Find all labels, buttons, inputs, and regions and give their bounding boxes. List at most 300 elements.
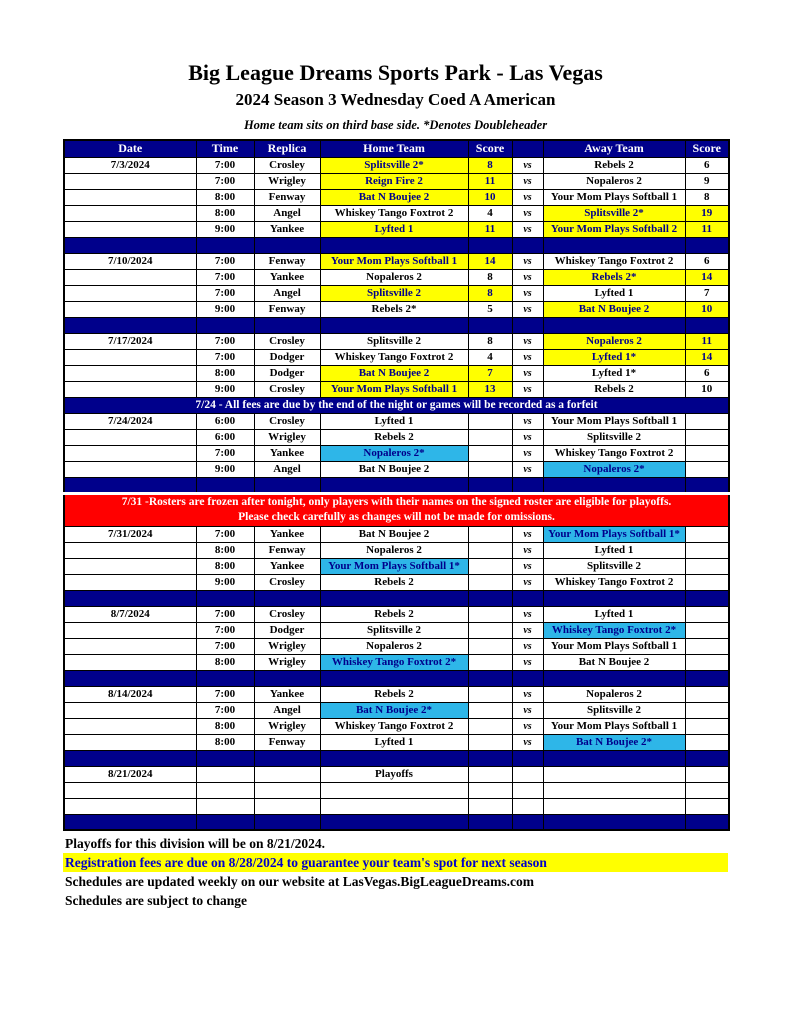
time-cell: 7:00	[196, 526, 254, 542]
playoffs-label-cell: Playoffs	[320, 766, 468, 782]
game-row	[64, 365, 729, 381]
home-score-cell: 11	[468, 221, 512, 237]
vs-cell: vs	[512, 333, 543, 349]
home-team-cell: Splitsville 2	[320, 285, 468, 301]
spacer-row	[64, 814, 729, 830]
spacer-cell	[543, 477, 685, 493]
vs-cell: vs	[512, 461, 543, 477]
game-row	[64, 542, 729, 558]
replica-cell: Yankee	[254, 526, 320, 542]
home-team-cell: Whiskey Tango Foxtrot 2	[320, 718, 468, 734]
roster-freeze-banner-text	[64, 493, 729, 526]
replica-cell: Dodger	[254, 365, 320, 381]
empty-cell	[320, 798, 468, 814]
game-row	[64, 221, 729, 237]
time-cell: 8:00	[196, 189, 254, 205]
spacer-cell	[64, 814, 196, 830]
game-row	[64, 686, 729, 702]
vs-cell: vs	[512, 173, 543, 189]
away-team-cell: Your Mom Plays Softball 2	[543, 221, 685, 237]
home-team-cell: Your Mom Plays Softball 1	[320, 381, 468, 397]
empty-cell	[543, 782, 685, 798]
replica-cell: Fenway	[254, 253, 320, 269]
home-score-cell: 8	[468, 157, 512, 173]
date-cell: 7/31/2024	[64, 526, 196, 542]
away-score-cell	[685, 429, 729, 445]
time-cell: 7:00	[196, 285, 254, 301]
replica-cell: Wrigley	[254, 173, 320, 189]
empty-cell	[685, 782, 729, 798]
date-cell	[64, 574, 196, 590]
time-cell: 7:00	[196, 333, 254, 349]
home-team-cell: Splitsville 2*	[320, 157, 468, 173]
away-team-cell: Whiskey Tango Foxtrot 2	[543, 253, 685, 269]
time-cell: 8:00	[196, 718, 254, 734]
game-row	[64, 157, 729, 173]
replica-cell: Yankee	[254, 558, 320, 574]
vs-cell: vs	[512, 429, 543, 445]
game-row	[64, 461, 729, 477]
spacer-cell	[320, 750, 468, 766]
away-score-cell	[685, 622, 729, 638]
empty-cell	[254, 782, 320, 798]
date-cell: 7/10/2024	[64, 253, 196, 269]
vs-cell: vs	[512, 413, 543, 429]
time-cell: 8:00	[196, 542, 254, 558]
schedule-table	[63, 139, 730, 831]
vs-cell: vs	[512, 189, 543, 205]
home-team-cell: Nopaleros 2	[320, 638, 468, 654]
replica-cell: Fenway	[254, 301, 320, 317]
vs-cell: vs	[512, 445, 543, 461]
game-row	[64, 189, 729, 205]
away-score-cell: 14	[685, 269, 729, 285]
spacer-cell	[468, 814, 512, 830]
away-team-cell: Whiskey Tango Foxtrot 2*	[543, 622, 685, 638]
home-team-cell: Rebels 2	[320, 606, 468, 622]
spacer-row	[64, 317, 729, 333]
date-cell: 8/21/2024	[64, 766, 196, 782]
home-team-cell: Nopaleros 2*	[320, 445, 468, 461]
away-team-cell: Rebels 2*	[543, 269, 685, 285]
home-score-cell: 11	[468, 173, 512, 189]
empty-cell	[468, 782, 512, 798]
date-cell	[64, 381, 196, 397]
roster-freeze-line2: Please check carefully as changes will not be made for omissions.	[238, 511, 555, 523]
away-score-cell	[685, 413, 729, 429]
home-team-cell: Reign Fire 2	[320, 173, 468, 189]
date-cell: 8/7/2024	[64, 606, 196, 622]
home-team-cell: Nopaleros 2	[320, 542, 468, 558]
time-cell: 8:00	[196, 365, 254, 381]
home-team-cell: Bat N Boujee 2	[320, 526, 468, 542]
spacer-cell	[468, 477, 512, 493]
col-header-time: Time	[196, 140, 254, 157]
home-score-cell	[468, 718, 512, 734]
replica-cell: Yankee	[254, 686, 320, 702]
time-cell: 7:00	[196, 445, 254, 461]
date-cell	[64, 365, 196, 381]
away-team-cell: Your Mom Plays Softball 1*	[543, 526, 685, 542]
home-score-cell	[468, 445, 512, 461]
spacer-cell	[685, 670, 729, 686]
game-row	[64, 253, 729, 269]
spacer-cell	[685, 750, 729, 766]
game-row	[64, 622, 729, 638]
spacer-cell	[254, 237, 320, 253]
away-team-cell: Your Mom Plays Softball 1	[543, 638, 685, 654]
vs-cell: vs	[512, 381, 543, 397]
vs-cell	[512, 766, 543, 782]
away-score-cell: 6	[685, 157, 729, 173]
date-cell	[64, 269, 196, 285]
away-score-cell	[685, 558, 729, 574]
replica-cell: Yankee	[254, 221, 320, 237]
col-header-home-score: Score	[468, 140, 512, 157]
spacer-cell	[254, 317, 320, 333]
date-cell	[64, 734, 196, 750]
replica-cell: Wrigley	[254, 718, 320, 734]
empty-cell	[512, 782, 543, 798]
empty-cell	[543, 798, 685, 814]
empty-row	[64, 798, 729, 814]
footer-playoffs-note: Playoffs for this division will be on 8/21/2024.	[65, 836, 326, 851]
away-score-cell	[685, 718, 729, 734]
game-row	[64, 558, 729, 574]
home-score-cell: 4	[468, 349, 512, 365]
away-team-cell: Nopaleros 2	[543, 686, 685, 702]
away-team-cell: Splitsville 2*	[543, 205, 685, 221]
away-score-cell: 7	[685, 285, 729, 301]
home-team-cell: Splitsville 2	[320, 333, 468, 349]
date-cell	[64, 702, 196, 718]
replica-cell: Dodger	[254, 622, 320, 638]
home-score-cell: 5	[468, 301, 512, 317]
game-row	[64, 349, 729, 365]
replica-cell: Fenway	[254, 189, 320, 205]
spacer-cell	[512, 670, 543, 686]
spacer-cell	[320, 317, 468, 333]
empty-cell	[254, 798, 320, 814]
replica-cell: Crosley	[254, 574, 320, 590]
date-cell	[64, 542, 196, 558]
home-score-cell: 4	[468, 205, 512, 221]
spacer-cell	[685, 317, 729, 333]
date-cell: 7/3/2024	[64, 157, 196, 173]
vs-cell: vs	[512, 365, 543, 381]
away-team-cell: Splitsville 2	[543, 429, 685, 445]
replica-cell: Crosley	[254, 333, 320, 349]
time-cell: 6:00	[196, 413, 254, 429]
time-cell: 6:00	[196, 429, 254, 445]
playoffs-row	[64, 766, 729, 782]
replica-cell: Angel	[254, 702, 320, 718]
time-cell: 7:00	[196, 606, 254, 622]
spacer-cell	[512, 750, 543, 766]
away-team-cell: Nopaleros 2	[543, 173, 685, 189]
game-row	[64, 606, 729, 622]
col-header-date: Date	[64, 140, 196, 157]
date-cell	[64, 349, 196, 365]
home-team-cell: Your Mom Plays Softball 1	[320, 253, 468, 269]
home-team-cell: Rebels 2	[320, 429, 468, 445]
spacer-cell	[468, 590, 512, 606]
col-header-away-score: Score	[685, 140, 729, 157]
time-cell: 7:00	[196, 269, 254, 285]
spacer-cell	[196, 477, 254, 493]
away-score-cell	[685, 526, 729, 542]
schedule-table-wrap	[63, 139, 728, 831]
home-score-cell	[468, 654, 512, 670]
time-cell: 8:00	[196, 654, 254, 670]
spacer-cell	[196, 750, 254, 766]
date-cell	[64, 205, 196, 221]
replica-cell: Angel	[254, 205, 320, 221]
empty-cell	[685, 798, 729, 814]
footer-registration-note: Registration fees are due on 8/28/2024 to guarantee your team's spot for next season	[63, 853, 728, 872]
page-subtitle: 2024 Season 3 Wednesday Coed A American	[235, 90, 556, 109]
home-team-cell: Lyfted 1	[320, 221, 468, 237]
date-cell: 8/14/2024	[64, 686, 196, 702]
time-cell: 7:00	[196, 349, 254, 365]
spacer-cell	[254, 670, 320, 686]
home-team-cell: Bat N Boujee 2	[320, 365, 468, 381]
roster-freeze-banner-row	[64, 493, 729, 526]
spacer-cell	[685, 814, 729, 830]
spacer-cell	[196, 590, 254, 606]
home-team-cell: Your Mom Plays Softball 1*	[320, 558, 468, 574]
home-score-cell: 10	[468, 189, 512, 205]
spacer-cell	[64, 237, 196, 253]
empty-cell	[320, 782, 468, 798]
away-score-cell	[685, 574, 729, 590]
date-cell	[64, 445, 196, 461]
away-team-cell: Bat N Boujee 2	[543, 301, 685, 317]
date-cell	[64, 301, 196, 317]
spacer-cell	[196, 670, 254, 686]
away-team-cell: Rebels 2	[543, 381, 685, 397]
away-team-cell: Your Mom Plays Softball 1	[543, 718, 685, 734]
game-row	[64, 429, 729, 445]
vs-cell: vs	[512, 734, 543, 750]
game-row	[64, 413, 729, 429]
spacer-cell	[512, 590, 543, 606]
home-team-cell: Bat N Boujee 2	[320, 189, 468, 205]
time-cell: 7:00	[196, 622, 254, 638]
home-score-cell	[468, 461, 512, 477]
spacer-cell	[64, 590, 196, 606]
spacer-cell	[196, 317, 254, 333]
vs-cell: vs	[512, 542, 543, 558]
away-score-cell: 19	[685, 205, 729, 221]
time-cell: 7:00	[196, 686, 254, 702]
spacer-cell	[468, 750, 512, 766]
away-score-cell	[685, 445, 729, 461]
col-header-home-team: Home Team	[320, 140, 468, 157]
spacer-cell	[320, 814, 468, 830]
date-cell	[64, 189, 196, 205]
spacer-cell	[254, 750, 320, 766]
home-team-cell: Bat N Boujee 2*	[320, 702, 468, 718]
spacer-cell	[512, 814, 543, 830]
vs-cell: vs	[512, 301, 543, 317]
home-team-cell: Nopaleros 2	[320, 269, 468, 285]
game-row	[64, 381, 729, 397]
home-score-cell	[468, 429, 512, 445]
away-team-cell: Whiskey Tango Foxtrot 2	[543, 445, 685, 461]
home-team-cell: Bat N Boujee 2	[320, 461, 468, 477]
spacer-row	[64, 237, 729, 253]
date-cell	[64, 429, 196, 445]
spacer-cell	[320, 237, 468, 253]
date-cell	[64, 461, 196, 477]
away-score-cell: 6	[685, 253, 729, 269]
date-cell: 7/17/2024	[64, 333, 196, 349]
away-score-cell: 11	[685, 333, 729, 349]
game-row	[64, 734, 729, 750]
vs-cell: vs	[512, 638, 543, 654]
spacer-cell	[64, 750, 196, 766]
home-team-cell: Lyfted 1	[320, 734, 468, 750]
footer-subject-to-change-note: Schedules are subject to change	[65, 893, 247, 908]
date-cell	[64, 718, 196, 734]
replica-cell: Crosley	[254, 413, 320, 429]
vs-cell: vs	[512, 702, 543, 718]
spacer-cell	[543, 670, 685, 686]
empty-cell	[468, 798, 512, 814]
vs-cell: vs	[512, 253, 543, 269]
home-score-cell: 8	[468, 285, 512, 301]
fees-due-banner-row	[64, 397, 729, 413]
home-score-cell: 8	[468, 269, 512, 285]
vs-cell: vs	[512, 558, 543, 574]
replica-cell: Wrigley	[254, 654, 320, 670]
time-cell: 8:00	[196, 558, 254, 574]
game-row	[64, 173, 729, 189]
time-cell: 9:00	[196, 381, 254, 397]
away-score-cell	[685, 638, 729, 654]
empty-cell	[196, 782, 254, 798]
game-row	[64, 333, 729, 349]
date-cell	[64, 285, 196, 301]
page-title: Big League Dreams Sports Park - Las Vegas	[188, 60, 603, 85]
game-row	[64, 301, 729, 317]
replica-cell: Wrigley	[254, 429, 320, 445]
away-team-cell: Lyfted 1	[543, 606, 685, 622]
vs-cell: vs	[512, 205, 543, 221]
home-score-cell	[468, 574, 512, 590]
game-row	[64, 654, 729, 670]
spacer-cell	[543, 590, 685, 606]
away-score-cell	[685, 606, 729, 622]
spacer-cell	[320, 670, 468, 686]
replica-cell: Yankee	[254, 269, 320, 285]
away-team-cell: Nopaleros 2	[543, 333, 685, 349]
replica-cell: Angel	[254, 285, 320, 301]
spacer-cell	[320, 590, 468, 606]
away-team-cell: Your Mom Plays Softball 1	[543, 189, 685, 205]
replica-cell: Yankee	[254, 445, 320, 461]
home-score-cell: 7	[468, 365, 512, 381]
home-team-cell: Splitsville 2	[320, 622, 468, 638]
away-score-cell	[685, 702, 729, 718]
home-team-cell: Rebels 2	[320, 686, 468, 702]
footer-website-note: Schedules are updated weekly on our website at LasVegas.BigLeagueDreams.com	[65, 874, 535, 889]
away-team-cell: Bat N Boujee 2	[543, 654, 685, 670]
away-score-cell: 8	[685, 189, 729, 205]
vs-cell: vs	[512, 526, 543, 542]
game-row	[64, 638, 729, 654]
spacer-cell	[468, 237, 512, 253]
vs-cell: vs	[512, 269, 543, 285]
away-score-cell	[685, 734, 729, 750]
away-team-cell: Lyfted 1*	[543, 349, 685, 365]
time-cell: 7:00	[196, 702, 254, 718]
replica-cell: Dodger	[254, 349, 320, 365]
home-score-cell	[468, 686, 512, 702]
game-row	[64, 285, 729, 301]
empty-row	[64, 782, 729, 798]
replica-cell: Crosley	[254, 381, 320, 397]
time-cell: 8:00	[196, 205, 254, 221]
replica-cell: Crosley	[254, 157, 320, 173]
game-row	[64, 702, 729, 718]
spacer-cell	[685, 590, 729, 606]
home-team-note: Home team sits on third base side. *Denotes Doubleheader	[243, 118, 548, 132]
home-team-cell: Rebels 2	[320, 574, 468, 590]
home-score-cell: 14	[468, 253, 512, 269]
vs-cell: vs	[512, 349, 543, 365]
time-cell: 7:00	[196, 173, 254, 189]
home-team-cell: Rebels 2*	[320, 301, 468, 317]
time-cell: 7:00	[196, 638, 254, 654]
away-team-cell: Your Mom Plays Softball 1	[543, 413, 685, 429]
away-score-cell	[685, 654, 729, 670]
col-header-away-team: Away Team	[543, 140, 685, 157]
time-cell: 8:00	[196, 734, 254, 750]
date-cell	[64, 638, 196, 654]
home-score-cell	[468, 526, 512, 542]
home-team-cell: Whiskey Tango Foxtrot 2	[320, 205, 468, 221]
game-row	[64, 526, 729, 542]
spacer-cell	[254, 814, 320, 830]
spacer-cell	[196, 237, 254, 253]
spacer-cell	[543, 317, 685, 333]
away-team-cell: Splitsville 2	[543, 558, 685, 574]
away-score-cell	[685, 542, 729, 558]
date-cell	[64, 221, 196, 237]
home-team-cell: Lyfted 1	[320, 413, 468, 429]
time-cell: 9:00	[196, 461, 254, 477]
time-cell: 9:00	[196, 301, 254, 317]
spacer-cell	[512, 317, 543, 333]
spacer-cell	[64, 477, 196, 493]
game-row	[64, 574, 729, 590]
date-cell	[64, 558, 196, 574]
replica-cell	[254, 766, 320, 782]
date-cell	[64, 173, 196, 189]
away-score-cell	[685, 461, 729, 477]
spacer-cell	[64, 670, 196, 686]
vs-cell: vs	[512, 718, 543, 734]
away-score-cell: 10	[685, 301, 729, 317]
spacer-cell	[254, 590, 320, 606]
schedule-table-body	[64, 157, 729, 830]
away-team-cell: Lyfted 1	[543, 542, 685, 558]
table-header-row	[64, 140, 729, 157]
time-cell: 9:00	[196, 574, 254, 590]
spacer-cell	[320, 477, 468, 493]
